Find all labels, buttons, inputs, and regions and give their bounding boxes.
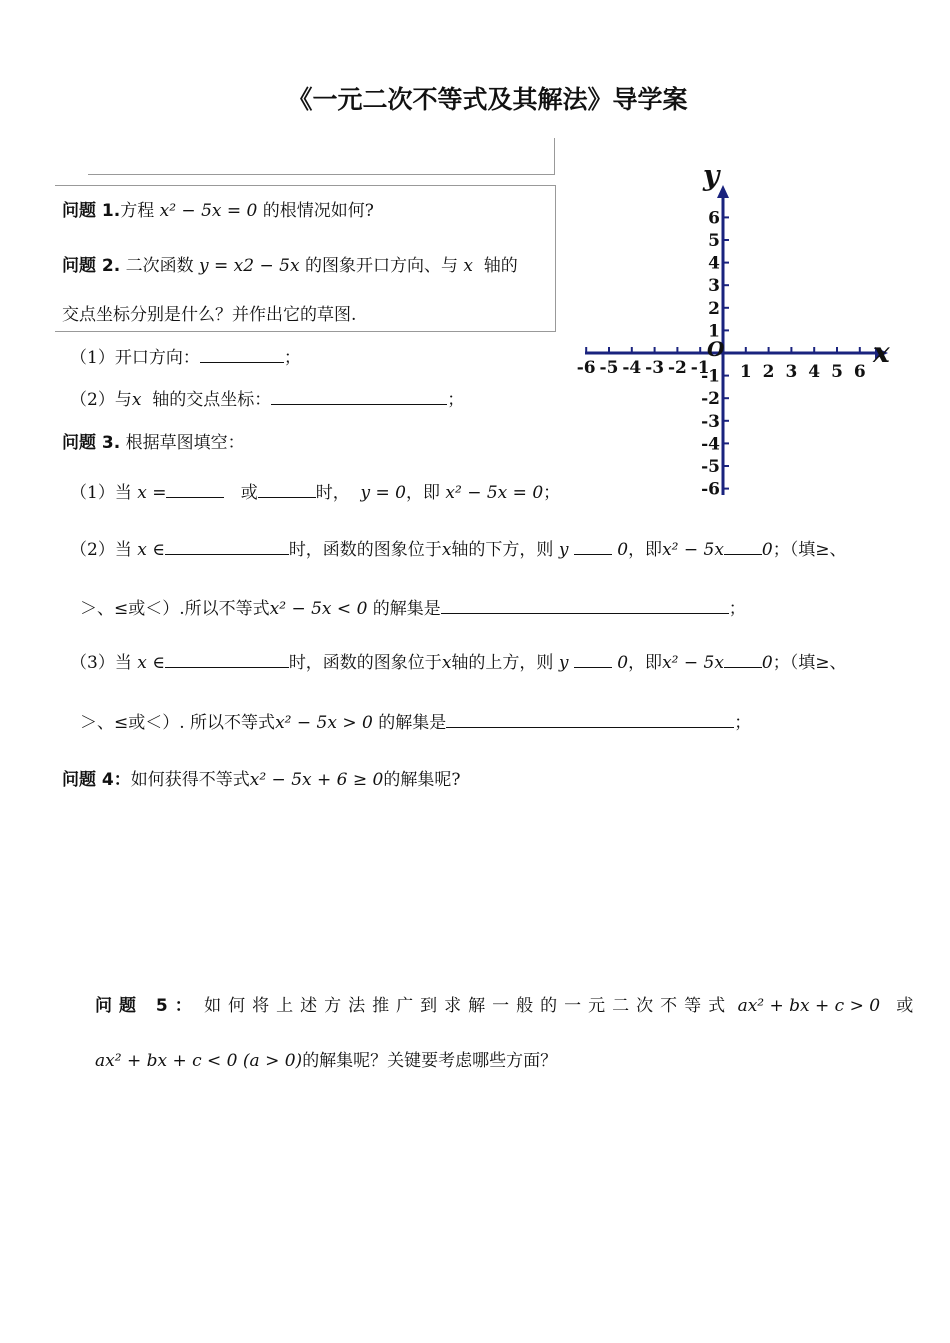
y-tick-label: -6 — [701, 479, 720, 500]
y-tick-label: 1 — [708, 321, 720, 342]
question-5-inequality-1: ax² + bx + c > 0 — [737, 996, 881, 1016]
question-2-var: x — [463, 256, 473, 276]
q3-s2-ineq: x² − 5x < 0 — [269, 599, 368, 619]
answer-blank[interactable] — [724, 651, 762, 668]
q3-s2-y: y — [558, 540, 569, 560]
question-4-inequality: x² − 5x + 6 ≥ 0 — [249, 770, 384, 790]
q3-s1-y: y = 0 — [360, 483, 406, 503]
q3-s3-pre: （3）当 — [70, 653, 132, 673]
question-2-pre: 二次函数 — [125, 256, 194, 276]
q3-s1-ie: ，即 — [406, 483, 440, 503]
answer-blank[interactable] — [441, 597, 729, 614]
page-title: 《一元二次不等式及其解法》导学案 — [287, 85, 688, 114]
answer-blank[interactable] — [574, 538, 612, 555]
q3-s3-fill: ；（填≥、 — [772, 653, 847, 673]
question-3-label: 问题 3. — [62, 433, 121, 453]
y-tick-label: 5 — [708, 231, 720, 251]
question-1-label: 问题 1. — [62, 201, 121, 221]
q3-s3-y: y — [558, 653, 569, 673]
q3-s2-line2a: ＞、≤或＜）.所以不等式 — [80, 599, 270, 619]
y-tick-label: -2 — [701, 389, 720, 410]
q3-s1-eq: x² − 5x = 0 — [445, 483, 544, 503]
x-tick-label: -6 — [576, 358, 596, 378]
question-2-sub-2-var: x — [131, 390, 142, 410]
answer-blank[interactable] — [166, 481, 224, 498]
q3-s3-ie: ，即 — [628, 653, 663, 673]
x-tick-label: 2 — [762, 362, 775, 382]
q3-s2-pre: （2）当 — [70, 540, 132, 560]
question-2-line2: 交点坐标分别是什么？并作出它的草图. — [62, 305, 357, 325]
q3-s3-mid2: 轴的上方，则 — [451, 653, 554, 673]
answer-blank[interactable] — [724, 538, 762, 555]
q3-s2-var: x — [441, 540, 452, 560]
x-tick-label: -4 — [622, 358, 642, 378]
q3-s3-zero2: 0 — [761, 653, 773, 673]
answer-blank[interactable] — [258, 481, 316, 498]
coordinate-axes — [570, 160, 900, 505]
y-tick-label: 6 — [708, 208, 720, 229]
x-tick-label: -3 — [645, 358, 665, 378]
q3-s2-end: ； — [728, 599, 746, 619]
question-3-text: 根据草图填空： — [125, 433, 245, 453]
question-2-sub-1 — [70, 343, 301, 368]
question-3-sub-1 — [70, 478, 560, 503]
question-1 — [62, 196, 374, 221]
y-tick-label: -4 — [701, 434, 720, 455]
q3-s1-end: ； — [543, 483, 561, 503]
question-2-sub-2-pre: （2）与 — [70, 390, 132, 410]
question-4-label: 问题 4： — [62, 770, 131, 790]
question-3-sub-3 — [70, 648, 847, 673]
question-3-sub-3-line2 — [80, 708, 751, 733]
x-axis-label: x — [873, 336, 890, 369]
q3-s3-mid: 时，函数的图象位于 — [288, 653, 442, 673]
x-tick-label: 5 — [831, 362, 843, 382]
q3-s3-x: x ∈ — [137, 653, 165, 673]
q3-s2-mid2: 轴的下方，则 — [451, 540, 554, 560]
x-tick-label: -1 — [690, 358, 710, 378]
answer-blank[interactable] — [271, 388, 447, 405]
q3-s2-fill: ；（填≥、 — [772, 540, 847, 560]
axes-group — [577, 160, 890, 500]
origin-label: O — [707, 337, 725, 361]
question-2-sub-2 — [70, 385, 464, 410]
y-tick-label: 3 — [708, 276, 720, 297]
answer-blank[interactable] — [165, 538, 289, 555]
q3-s3-zero: 0 — [617, 653, 629, 673]
question-1-post: 的根情况如何? — [262, 201, 374, 221]
q3-s3-end: ； — [734, 713, 752, 733]
question-2-post: 轴的 — [483, 256, 518, 276]
q3-s2-zero: 0 — [617, 540, 629, 560]
question-3 — [62, 428, 245, 453]
q3-s3-eq: x² − 5x — [662, 653, 724, 673]
question-2-label: 问题 2. — [62, 256, 121, 276]
question-5 — [95, 991, 913, 1016]
question-2-sub-1-text: （1）开口方向： — [70, 348, 200, 368]
question-5-condition: (a > 0) — [242, 1051, 303, 1071]
x-tick-label: 4 — [808, 362, 821, 382]
q3-s2-ie: ，即 — [628, 540, 663, 560]
q3-s2-zero2: 0 — [761, 540, 773, 560]
x-tick-label: 3 — [785, 362, 798, 382]
question-2-equation: y = x2 − 5x — [199, 256, 300, 276]
question-4 — [62, 765, 460, 790]
y-tick-label: -3 — [701, 411, 720, 432]
x-tick-label: 1 — [739, 362, 752, 382]
question-1-pre: 方程 — [120, 201, 155, 221]
answer-blank[interactable] — [574, 651, 612, 668]
q3-s2-line2b: 的解集是 — [372, 599, 441, 619]
x-tick-label: -2 — [667, 358, 687, 378]
question-5-or: 或 — [896, 996, 914, 1016]
y-tick-label: 2 — [708, 298, 720, 319]
question-5-label: 问题 5： — [95, 996, 199, 1016]
question-3-sub-2-line2 — [80, 594, 746, 619]
q3-s3-line2a: ＞、≤或＜）. 所以不等式 — [80, 713, 276, 733]
question-2-sub-1-end: ； — [283, 348, 301, 368]
q3-s1-or: 或 — [240, 483, 258, 503]
top-frame — [88, 138, 555, 175]
x-tick-label: 6 — [853, 362, 866, 382]
question-4-pre: 如何获得不等式 — [130, 770, 250, 790]
q3-s1-pre: （1）当 — [70, 483, 132, 503]
answer-blank[interactable] — [165, 651, 289, 668]
question-2-sub-2-post: 轴的交点坐标： — [152, 390, 272, 410]
question-5-line2 — [95, 1046, 557, 1071]
question-1-equation: x² − 5x = 0 — [159, 201, 258, 221]
y-axis-label: y — [703, 160, 720, 192]
answer-blank[interactable] — [446, 711, 734, 728]
x-tick-label: -5 — [599, 358, 619, 378]
question-3-sub-2 — [70, 535, 847, 560]
y-tick-label: -5 — [701, 457, 720, 477]
q3-s1-x: x = — [137, 483, 167, 503]
question-2-sub-2-end: ； — [447, 390, 465, 410]
question-5-post: 的解集呢？关键要考虑哪些方面？ — [302, 1051, 558, 1071]
q3-s1-when: 时， — [315, 483, 350, 503]
question-5-pre: 如何将上述方法推广到求解一般的一元二次不等式 — [204, 996, 733, 1016]
q3-s2-eq: x² − 5x — [662, 540, 724, 560]
q3-s3-line2b: 的解集是 — [378, 713, 447, 733]
y-tick-label: -1 — [701, 366, 720, 387]
question-2 — [62, 251, 518, 276]
answer-blank[interactable] — [200, 346, 284, 363]
q3-s3-var: x — [441, 653, 452, 673]
q3-s2-x: x ∈ — [137, 540, 165, 560]
question-4-post: 的解集呢? — [383, 770, 461, 790]
q3-s2-mid: 时，函数的图象位于 — [288, 540, 442, 560]
question-5-inequality-2: ax² + bx + c < 0 — [95, 1051, 238, 1071]
q3-s3-ineq: x² − 5x > 0 — [275, 713, 373, 733]
y-tick-label: 4 — [708, 253, 720, 274]
question-2-mid: 的图象开口方向、与 — [304, 256, 458, 276]
